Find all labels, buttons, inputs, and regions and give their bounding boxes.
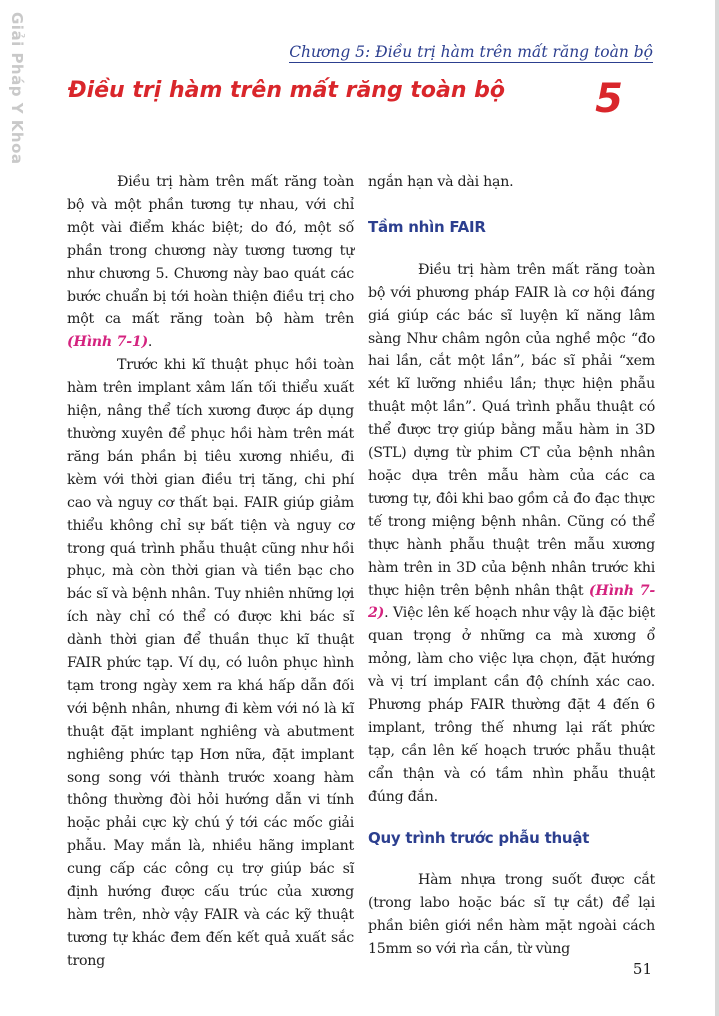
page-edge	[715, 0, 719, 1016]
left-column	[67, 171, 354, 973]
right-column	[368, 171, 655, 961]
section-heading-preoperative: Quy trình trước phẫu thuật	[368, 828, 590, 847]
page-number: 51	[632, 960, 652, 978]
paragraph-intro: Điều trị hàm trên mất răng toàn bộ và một phần tương tự nhau, với chỉ một vài điểm khác biệt; do đó, một số phần trong chương này tương tương tự như chương 5. Chương này bao quát các bước chuẩn bị tới hoàn thiện điều trị cho một ca mất răng toàn bộ hàm trên (Hình 7-1).	[67, 174, 354, 351]
paragraph-continuation: ngắn hạn và dài hạn.	[368, 174, 514, 190]
chapter-running-header: Chương 5: Điều trị hàm trên mất răng toàn bộ	[289, 43, 653, 61]
side-tab-label: Giải Pháp Y Khoa	[8, 12, 26, 165]
paragraph-fair-vision: Điều trị hàm trên mất răng toàn bộ với phương pháp FAIR là cơ hội đáng giá giúp các bác sĩ luyện kĩ năng lâm sàng Như châm ngôn của nghề mộc “đo hai lần, cắt một lần”, bác sĩ phải “xem xét kĩ lưỡng nhiều lần; thực hiện phẫu thuật một lần”. Quá trình phẫu thuật có thể được trợ giúp bằng mẫu hàm in 3D (STL) dựng từ phim CT của bệnh nhân hoặc dựa trên mẫu hàm của các ca tương tự, đôi khi bao gồm cả đo đạc thực tế trong miệng bệnh nhân. Cũng có thể thực hành phẫu thuật trên mẫu xương hàm trên in 3D của bệnh nhân trước khi thực hiện trên bệnh nhân thật (Hình 7-2). Việc lên kế hoạch như vậy là đặc biệt quan trọng ở những ca mà xương ổ mỏng, làm cho việc lựa chọn, đặt hướng và vị trí implant cần độ chính xác cao. Phương pháp FAIR thường đặt 4 đến 6 implant, trông thế nhưng lại rất phức tạp, cần lên kế hoạch trước phẫu thuật cẩn thận và có tầm nhìn phẫu thuật đúng đắn.	[368, 261, 656, 805]
chapter-number: 5	[595, 76, 623, 122]
section-heading-fair-vision: Tầm nhìn FAIR	[368, 217, 486, 236]
figure-reference: (Hình 7-2)	[368, 582, 656, 622]
side-tab	[0, 0, 38, 1016]
page-title: Điều trị hàm trên mất răng toàn bộ	[68, 78, 506, 103]
paragraph-preoperative: Hàm nhựa trong suốt được cắt (trong labo hoặc bác sĩ tự cắt) để lại phần biên giới nền hàm mặt ngoài cách 15mm so với rìa cắn, từ vùng	[368, 872, 655, 958]
figure-reference: (Hình 7-1)	[67, 334, 148, 351]
paragraph-body: Trước khi kĩ thuật phục hồi toàn hàm trên implant xâm lấn tối thiểu xuất hiện, nâng thể tích xương được áp dụng thường xuyên để phục hồi hàm trên mát răng bán phần bị tiêu xương nhiều, đi kèm với thời gian điều trị tăng, chi phí cao và nguy cơ thất bại. FAIR giúp giảm thiểu không chỉ sự bất tiện và nguy cơ trong quá trình phẫu thuật cũng như hồi phục, mà còn thời gian và tiền bạc cho bác sĩ và bệnh nhân. Tuy nhiên những lợi ích này chỉ có thể có được khi bác sĩ dành thời gian để thuần thục kĩ thuật FAIR phức tạp. Ví dụ, có luôn phục hình tạm trong ngày xem ra khá hấp dẫn đối với bệnh nhân, nhưng đi kèm với nó là kĩ thuật đặt implant nghiêng và abutment nghiêng phức tạp Hơn nữa, đặt implant song song với thành trước xoang hàm thông thường đòi hỏi hướng dẫn vi tính hoặc phải cực kỳ chú ý tới các mốc giải phẫu. May mắn là, nhiều hãng implant cung cấp các công cụ trợ giúp bác sĩ định hướng được cấu trúc của xương hàm trên, nhờ vậy FAIR và các kỹ thuật tương tự khác đem đến kết quả xuất sắc trong	[67, 357, 354, 969]
